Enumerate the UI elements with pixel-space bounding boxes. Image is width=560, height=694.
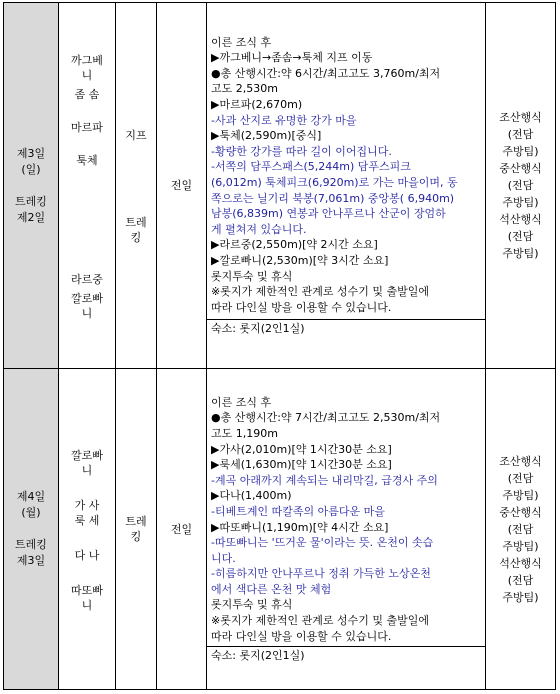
meal-plan-cell: [486, 3, 556, 369]
mode-label: 킹: [130, 530, 142, 543]
weekday-label: (일): [21, 162, 41, 176]
desc-line: ▶따또빠니(1,190m)[약 4시간 소요]: [211, 520, 389, 534]
desc-line: 쪽으로는 닐기리 북봉(7,061m) 중앙봉( 6,940m): [211, 191, 455, 205]
place-name: 툭체: [76, 153, 98, 167]
mode-label: 트레: [125, 216, 147, 229]
meal-plan-line: 주방팀): [502, 488, 539, 502]
day-cell: [4, 3, 59, 369]
desc-line: -히름하지만 안나푸르나 정취 가득한 노상온천: [211, 567, 431, 581]
meal-plan-line: 석산행식: [499, 556, 542, 570]
desc-line: -사과 산지로 유명한 강가 마을: [211, 113, 357, 127]
place-cell: [59, 369, 116, 690]
desc-line: 남봉(6,839m) 연봉과 안나푸르나 산군이 장엄하: [211, 207, 446, 221]
meal-label: 전일: [170, 522, 193, 536]
meal-plan-line: 조산행식: [499, 111, 542, 124]
place-name: 니: [81, 306, 93, 320]
place-name: 다 나: [74, 548, 100, 562]
desc-line: ▶라르중(2,550m)[약 2시간 소요]: [211, 238, 378, 252]
meal-plan-line: (전담: [507, 230, 534, 243]
day-cell: [4, 369, 59, 690]
meal-plan-line: 주방팀): [502, 145, 539, 158]
desc-line: 따라 다인실 방을 이용할 수 있습니다.: [211, 300, 392, 314]
meal-cell: [157, 369, 207, 690]
description-cell: [207, 3, 486, 369]
day-row: [4, 3, 556, 369]
place-name: 마르파: [71, 120, 103, 134]
desc-line: 고도 1,190m: [211, 426, 278, 440]
place-name: 좀 솜: [74, 87, 100, 101]
place-name: 라르중: [71, 272, 103, 286]
desc-line: -황량한 강가를 따라 길이 이어집니다.: [211, 144, 392, 158]
desc-line: ※롯지가 제한적인 관계로 성수기 및 출발일에: [211, 285, 429, 299]
mode-cell: [116, 3, 157, 369]
place-name: 니: [81, 598, 93, 612]
mode-label: 트레: [125, 515, 147, 528]
day-row: [4, 369, 556, 690]
mode-top-label: 지프: [125, 129, 147, 142]
desc-line: ●총 산행시간:약 7시간/최고고도 2,530m/최저: [211, 411, 441, 425]
stay-info: 숙소: 롯지(2인1실): [207, 646, 485, 664]
meal-plan-line: 주방팀): [502, 590, 539, 604]
meal-label: 전일: [170, 179, 193, 192]
desc-line: 롯지투숙 및 휴식: [211, 269, 293, 283]
desc-line: ※롯지가 제한적인 관계로 성수기 및 출발일에: [211, 614, 429, 628]
desc-line: 이른 조식 후: [211, 395, 272, 409]
place-name: 니: [81, 463, 93, 477]
desc-line: ▶까그베니→좀솜→툭체 지프 이동: [211, 51, 373, 65]
desc-line: 니다.: [211, 551, 236, 565]
desc-line: 고도 2,530m: [211, 82, 278, 96]
desc-line: ●총 산행시간:약 6시간/최고고도 3,760m/최저: [211, 66, 441, 80]
meal-plan-line: (전담: [507, 522, 534, 536]
place-name: 룩 세: [74, 513, 100, 527]
place-name: 깔로빠: [71, 291, 103, 305]
desc-line: -계곡 아래까지 계속되는 내리막길, 급경사 주의: [211, 473, 438, 487]
trek-label: 트레킹: [15, 194, 47, 208]
itinerary-table: [3, 2, 556, 690]
desc-line: (6,012m) 툭체피크(6,920m)로 가는 마을이며, 동: [211, 176, 458, 189]
meal-plan-line: (전담: [507, 471, 534, 485]
meal-plan-line: 조산행식: [499, 454, 542, 468]
meal-plan-line: 주방팀): [502, 247, 539, 260]
meal-plan-line: 중산행식: [499, 505, 542, 519]
desc-line: ▶툭체(2,590m)[중식]: [211, 129, 322, 143]
place-name: 가 사: [74, 498, 100, 512]
desc-line: ▶마르파(2,670m): [211, 98, 303, 112]
place-name: 깔로빠: [71, 448, 103, 462]
desc-line: 게 펼쳐져 있습니다.: [211, 222, 307, 236]
place-cell: [59, 3, 116, 369]
trek-number: 제3일: [16, 554, 46, 567]
description-cell: [207, 369, 486, 690]
place-name: 따또빠: [71, 583, 103, 597]
day-label: 제3일: [16, 146, 46, 160]
desc-line: -서쪽의 담푸스패스(5,244m) 담푸스피크: [211, 160, 411, 174]
trek-label: 트레킹: [15, 538, 47, 551]
desc-line: -따또빠니는 '뜨거운 물'이라는 뜻. 온천이 솟습: [211, 536, 434, 550]
mode-label: 킹: [130, 231, 142, 244]
meal-cell: [157, 3, 207, 369]
meal-plan-line: 중산행식: [499, 162, 542, 175]
desc-line: 롯지투숙 및 휴식: [211, 598, 293, 612]
desc-line: 에서 색다른 온천 맛 체험: [211, 582, 332, 596]
weekday-label: (월): [21, 506, 41, 519]
place-name: 니: [81, 68, 93, 82]
place-name: 까그베: [71, 53, 103, 67]
meal-plan-line: (전담: [507, 573, 534, 587]
desc-line: 이른 조식 후: [211, 35, 272, 49]
day-label: 제4일: [16, 490, 46, 503]
desc-line: ▶깔로빠니(2,530m)[약 3시간 소요]: [211, 253, 389, 267]
meal-plan-line: 석산행식: [499, 213, 542, 226]
desc-line: ▶룩세(1,630m)[약 1시간30분 소요]: [211, 458, 392, 472]
stay-info: 숙소: 롯지(2인1실): [207, 319, 485, 337]
desc-line: 따라 다인실 방을 이용할 수 있습니다.: [211, 629, 392, 643]
desc-line: -티베트계인 따칼족의 아름다운 마을: [211, 504, 385, 518]
mode-cell: [116, 369, 157, 690]
desc-line: ▶가사(2,010m)[약 1시간30분 소요]: [211, 442, 392, 456]
meal-plan-cell: [486, 369, 556, 690]
trek-number: 제2일: [16, 210, 46, 224]
meal-plan-line: (전담: [507, 128, 534, 141]
meal-plan-line: 주방팀): [502, 539, 539, 553]
meal-plan-line: 주방팀): [502, 196, 539, 209]
desc-line: ▶다나(1,400m): [211, 489, 292, 503]
meal-plan-line: (전담: [507, 179, 534, 192]
